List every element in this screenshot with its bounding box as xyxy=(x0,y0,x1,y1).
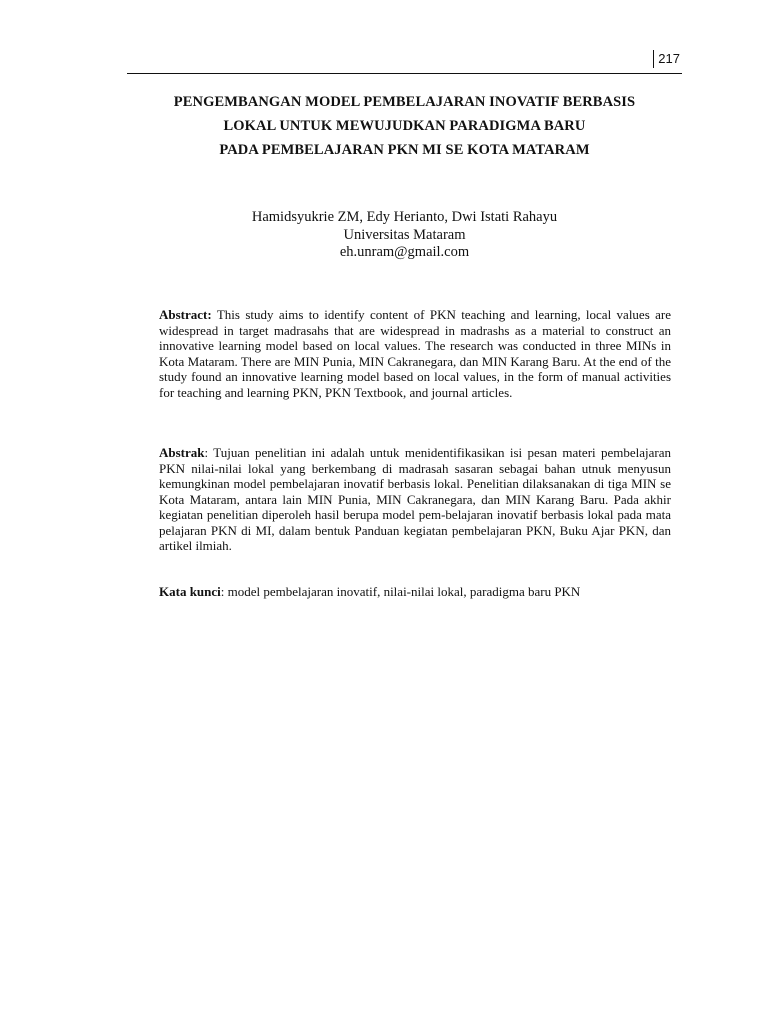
header-rule xyxy=(127,73,682,74)
abstract-indonesian-text: : Tujuan penelitian ini adalah untuk menidentifikasikan isi pesan materi pembelajaran PKN nilai-nilai lokal yang berkembang di madrasah sasaran sebagai bahan utnuk menyusun kemungkinan model pembelajaran inovatif berbasis lokal. Penelitian dilaksanakan di tiga MIN se Kota Mataram, antara lain MIN Punia, MIN Cakranegara, dan MIN Karang Baru. Pada akhir kegiatan penelitian diperoleh hasil berupa model pem-belajaran inovatif berbasis lokal pada mata pelajaran PKN di MI, dalam bentuk Panduan kegiatan pembelajaran PKN, Buku Ajar PKN, dan artikel ilmiah. xyxy=(159,445,671,553)
keywords xyxy=(159,584,671,600)
abstract-english-text: This study aims to identify content of PKN teaching and learning, local values are widespread in target madrasahs that are widespread in madrashs as a material to construct an innovative learning model based on local values. The research was conducted in three MINs in Kota Mataram. There are MIN Punia, MIN Cakranegara, dan MIN Karang Baru. At the end of the study found an innovative learning model based on local values, in the form of manual activities for teaching and learning PKN, PKN Textbook, and journal articles. xyxy=(159,307,671,400)
page-header xyxy=(127,48,682,74)
abstract-english-label: Abstract: xyxy=(159,307,212,322)
author-affiliation: Universitas Mataram xyxy=(343,226,466,243)
title-line-2: LOKAL UNTUK MEWUJUDKAN PARADIGMA BARU xyxy=(223,118,586,134)
author-names: Hamidsyukrie ZM, Edy Herianto, Dwi Istati Rahayu xyxy=(251,209,558,225)
author-block xyxy=(127,209,682,262)
author-email: eh.unram@gmail.com xyxy=(339,244,470,260)
abstract-indonesian-label: Abstrak xyxy=(159,445,205,460)
title-line-1: PENGEMBANGAN MODEL PEMBELAJARAN INOVATIF BERBASIS xyxy=(173,94,636,110)
page-number: 217 xyxy=(653,50,680,68)
keywords-label: Kata kunci xyxy=(159,584,221,599)
paper-title xyxy=(127,90,682,162)
title-line-3: PADA PEMBELAJARAN PKN MI SE KOTA MATARAM xyxy=(219,142,590,158)
abstract-indonesian xyxy=(159,445,671,554)
abstract-english xyxy=(159,307,671,400)
keywords-text: : model pembelajaran inovatif, nilai-nilai lokal, paradigma baru PKN xyxy=(220,584,581,599)
